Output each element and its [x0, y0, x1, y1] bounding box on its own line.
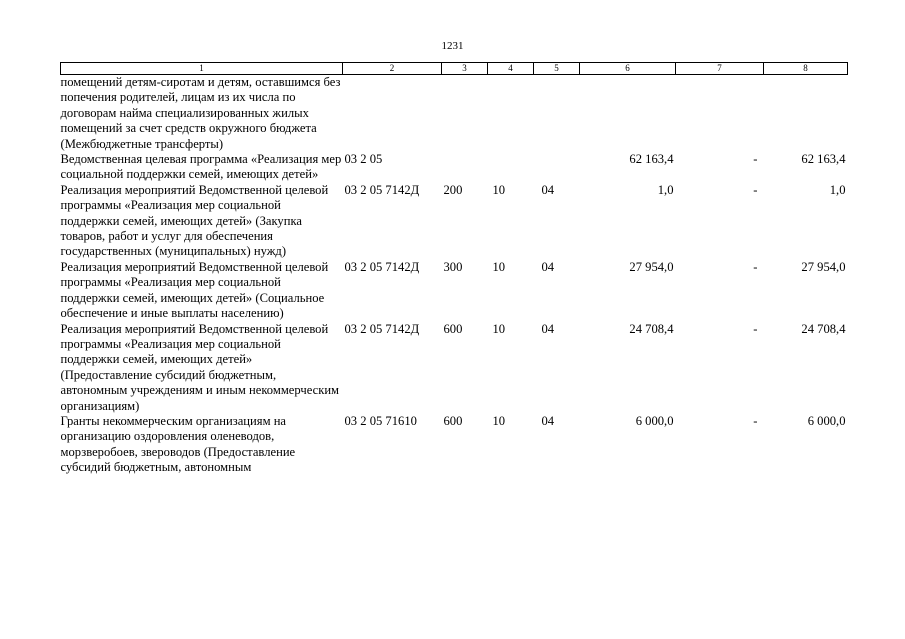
- column-header-name: 1: [61, 63, 343, 75]
- column-header-csr: 2: [343, 63, 442, 75]
- row-name: Ведомственная целевая программа «Реализация мер социальной поддержки семей, имеющих детей»: [60, 152, 342, 182]
- row-total: 62 163,4: [801, 152, 846, 167]
- row-pr: 04: [541, 413, 555, 428]
- row-vr: [442, 75, 488, 153]
- budget-table: [60, 62, 848, 476]
- row-rz: 10: [492, 259, 506, 274]
- table-row: [61, 260, 848, 322]
- row-name: Гранты некоммерческим организациям на организацию оздоровления оленеводов, морзверобоев, звероводов (Предоставление субсидий бюджетным, автономным: [60, 413, 296, 475]
- column-header-vr: 3: [442, 63, 488, 75]
- row-total: 6 000,0: [807, 413, 846, 428]
- table-row: [61, 75, 848, 153]
- row-rz: 10: [492, 182, 506, 197]
- row-amount: 27 954,0: [629, 259, 674, 274]
- row-amount: 24 708,4: [629, 321, 674, 336]
- row-rz: [488, 152, 534, 183]
- row-name: помещений детям-сиротам и детям, оставшимся без попечения родителей, лицам из их числа по договорам найма специализированных жилых помещений за счет средств окружного бюджета (Межбюджетные трансферты): [60, 75, 341, 151]
- row-change: -: [753, 413, 758, 428]
- row-vr: 200: [443, 182, 463, 197]
- row-csr: 03 2 05 7142Д: [344, 259, 420, 274]
- table-row: [61, 322, 848, 414]
- column-header-rz: 4: [488, 63, 534, 75]
- row-rz: 10: [492, 413, 506, 428]
- row-vr: 600: [443, 321, 463, 336]
- row-amount: 1,0: [657, 182, 674, 197]
- row-vr: 300: [443, 259, 463, 274]
- row-total: 24 708,4: [801, 321, 846, 336]
- column-header-total: 8: [764, 63, 848, 75]
- row-vr: [442, 152, 488, 183]
- row-total: [764, 75, 848, 153]
- table-row: [61, 414, 848, 476]
- row-csr: 03 2 05 7142Д: [344, 182, 420, 197]
- row-pr: [534, 152, 580, 183]
- row-vr: 600: [443, 413, 463, 428]
- row-rz: [488, 75, 534, 153]
- row-change: -: [753, 259, 758, 274]
- row-total: 1,0: [829, 182, 846, 197]
- row-total: 27 954,0: [801, 259, 846, 274]
- row-amount: 62 163,4: [629, 152, 674, 167]
- row-rz: 10: [492, 321, 506, 336]
- row-name: Реализация мероприятий Ведомственной целевой программы «Реализация мер социальной поддержки семей, имеющих детей» (Социальное обеспечение и иные выплаты населению): [60, 259, 329, 321]
- table-row: [61, 183, 848, 260]
- row-change: [676, 75, 764, 153]
- row-amount: 6 000,0: [635, 413, 674, 428]
- row-pr: 04: [541, 259, 555, 274]
- row-name: Реализация мероприятий Ведомственной целевой программы «Реализация мер социальной поддержки семей, имеющих детей» (Закупка товаров, работ и услуг для обеспечения государственных (муниципальных) нужд): [60, 182, 329, 259]
- row-pr: 04: [541, 182, 555, 197]
- row-pr: [534, 75, 580, 153]
- row-csr: 03 2 05 71610: [344, 413, 417, 428]
- page-number: 1231: [441, 40, 464, 52]
- column-header-amount: 6: [580, 63, 676, 75]
- row-amount: [580, 75, 676, 153]
- row-csr: [343, 75, 442, 153]
- column-header-pr: 5: [534, 63, 580, 75]
- row-change: -: [753, 182, 758, 197]
- column-header-change: 7: [676, 63, 764, 75]
- row-csr: 03 2 05: [344, 152, 383, 167]
- table-row: [61, 152, 848, 183]
- column-number-header-row: [61, 63, 848, 75]
- row-change: -: [753, 321, 758, 336]
- row-name: Реализация мероприятий Ведомственной целевой программы «Реализация мер социальной поддержки семей, имеющих детей» (Предоставление субсидий бюджетным, автономным учреждениям и иным некоммерческим организациям): [60, 321, 340, 413]
- row-change: -: [753, 152, 758, 167]
- row-pr: 04: [541, 321, 555, 336]
- row-csr: 03 2 05 7142Д: [344, 321, 420, 336]
